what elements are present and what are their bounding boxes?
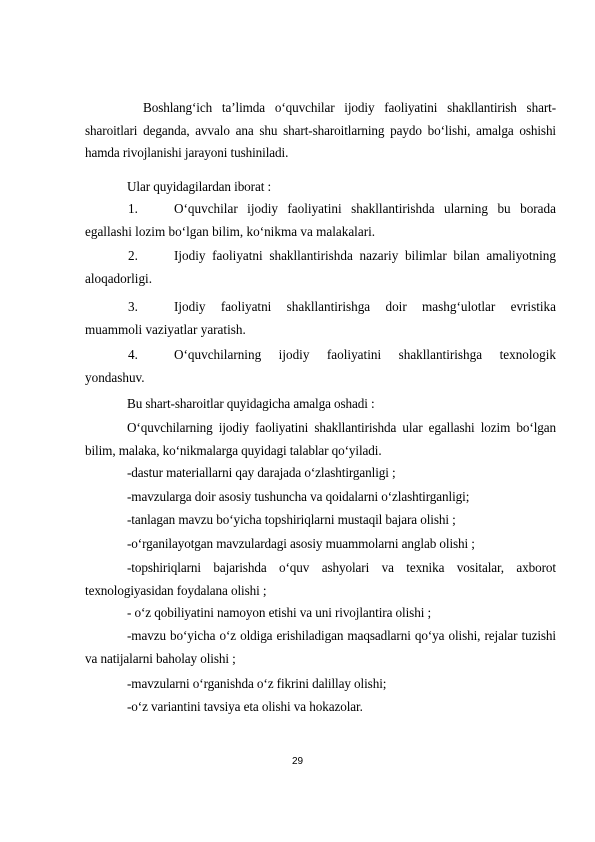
item-number: 4. (128, 347, 138, 362)
dash-item-5: -topshiriqlarni bajarishda o‘quv ashyolari va texnika vositalar, axborot texnologiyasidan foydalana olishi ; (85, 560, 556, 598)
numbered-item-2 (85, 245, 556, 290)
item-text: O‘quvchilar ijodiy faoliyatini shakllantirishda ularning bu borada egallashi lozim bo‘lgan bilim, ko‘nikma va malakalari. (85, 201, 556, 239)
dash-item-2: -mavzularga doir asosiy tushuncha va qoidalarni o‘zlashtirganligi; (127, 489, 470, 504)
item-number: 1. (128, 201, 138, 216)
item-text: Ijodiy faoliyatni shakllantirishga doir mashg‘ulotlar evristika muammoli vaziyatlar yaratish. (85, 299, 556, 337)
dash-item-9: -o‘z variantini tavsiya eta olishi va hokazolar. (127, 699, 363, 714)
conditions-heading: Bu shart-sharoitlar quyidagicha amalga oshadi : (127, 396, 375, 411)
numbered-item-3 (85, 296, 556, 341)
numbered-item-4 (85, 344, 556, 389)
dash-item-1: -dastur materiallarni qay darajada o‘zlashtirganligi ; (127, 465, 396, 480)
dash-item-6: - o‘z qobiliyatini namoyon etishi va uni rivojlantira olishi ; (127, 605, 432, 620)
page-number: 29 (291, 756, 304, 767)
item-text: Ijodiy faoliyatni shakllantirishda nazariy bilimlar bilan amaliyotning aloqadorligi. (85, 248, 556, 286)
item-number: 2. (128, 248, 138, 263)
dash-item-7: -mavzu bo‘yicha o‘z oldiga erishiladigan maqsadlarni qo‘ya olishi, rejalar tuzishi va natijalarni baholay olishi ; (85, 628, 556, 666)
dash-item-8: -mavzularni o‘rganishda o‘z fikrini dalillay olishi; (127, 676, 387, 691)
dash-item-4: -o‘rganilayotgan mavzulardagi asosiy muammolarni anglab olishi ; (127, 536, 475, 551)
requirements-paragraph: O‘quvchilarning ijodiy faoliyatini shakllantirishda ular egallashi lozim bo‘lgan bilim, malaka, ko‘nikmalarga quyidagi talablar qo‘yiladi. (85, 420, 556, 458)
intro-paragraph: Boshlang‘ich ta’limda o‘quvchilar ijodiy faoliyatini shakllantirish shart-sharoitlari deganda, avvalo ana shu shart-sharoitlarning paydo bo‘lishi, amalga oshishi hamda rivojlanishi jarayoni tushiniladi. (85, 100, 556, 160)
numbered-item-1 (85, 198, 556, 243)
item-number: 3. (128, 299, 138, 314)
list-heading: Ular quyidagilardan iborat : (127, 179, 272, 194)
dash-item-3: -tanlagan mavzu bo‘yicha topshiriqlarni mustaqil bajara olishi ; (127, 512, 456, 527)
item-text: O‘quvchilarning ijodiy faoliyatini shakllantirishga texnologik yondashuv. (85, 347, 556, 385)
